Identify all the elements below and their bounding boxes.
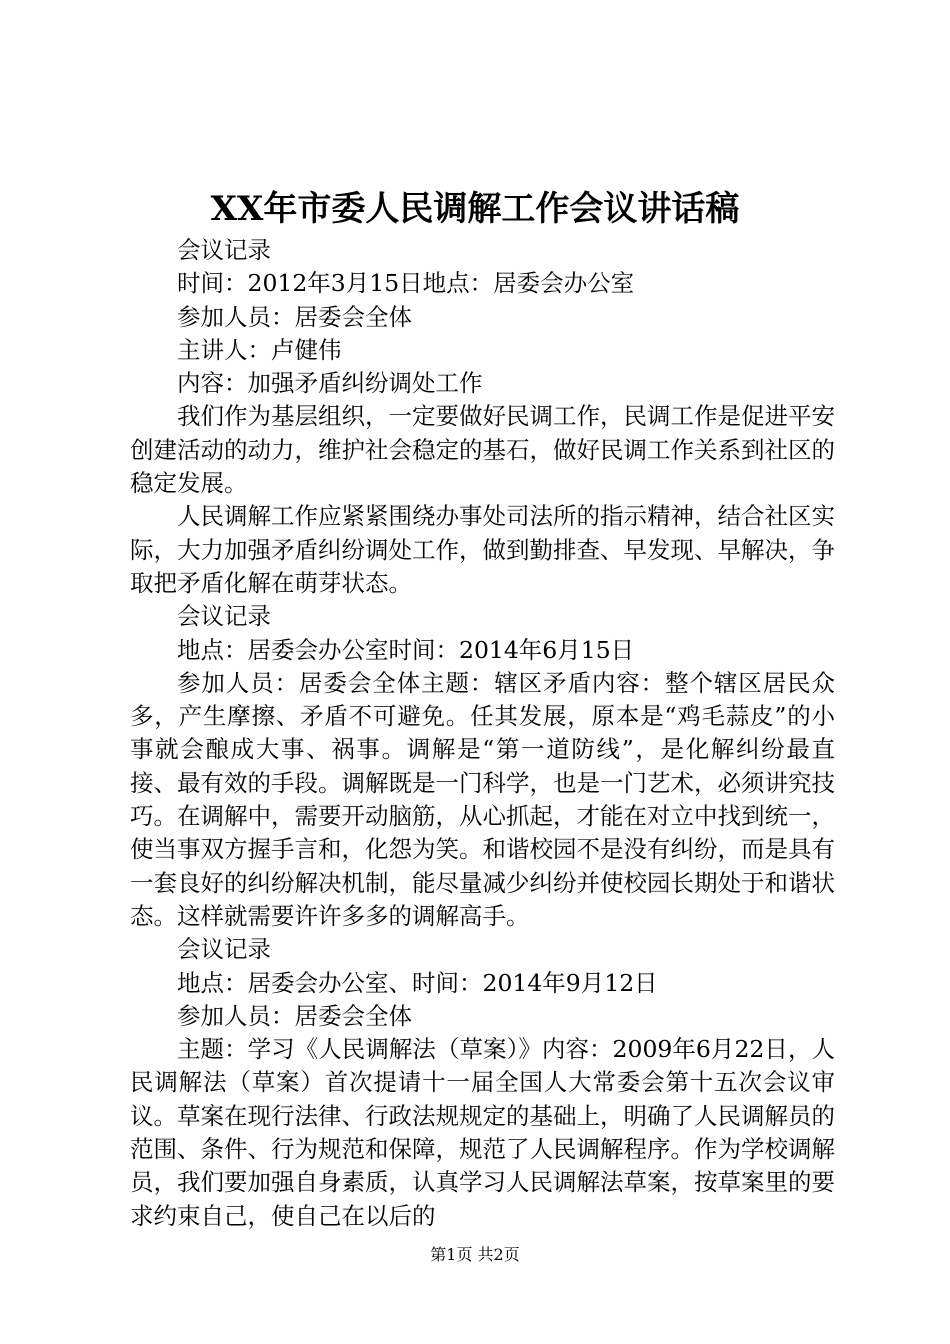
paragraph: 地点：居委会办公室时间：2014年6月15日 <box>177 635 635 664</box>
paragraph: 参加人员：居委会全体主题：辖区矛盾内容：整个辖区居民众多，产生摩擦、矛盾不可避免。任其发展，原本是“鸡毛蒜皮”的小事就会酿成大事、祸事。调解是“第一道防线”，是化解纠纷最直接、最有效的手段。调解既是一门科学，也是一门艺术，必须讲究技巧。在调解中，需要开动脑筋，从心抓起，才能在对立中找到统一，使当事双方握手言和，化怨为笑。和谐校园不是没有纠纷，而是具有一套良好的纠纷解决机制，能尽量减少纠纷并使校园长期处于和谐状态。这样就需要许许多多的调解高手。 <box>130 668 835 930</box>
paragraph: 会议记录 <box>177 602 271 631</box>
paragraph: 主题：学习《人民调解法（草案）》内容：2009年6月22日，人民调解法（草案）首次提请十一届全国人大常委会第十五次会议审议。草案在现行法律、行政法规规定的基础上，明确了人民调解员的范围、条件、行为规范和保障，规范了人民调解程序。作为学校调解员，我们要加强自身素质，认真学习人民调解法草案，按草案里的要求约束自己，使自己在以后的 <box>130 1035 835 1230</box>
page-footer: 第1页 共2页 <box>430 1245 520 1264</box>
paragraph: 人民调解工作应紧紧围绕办事处司法所的指示精神，结合社区实际，大力加强矛盾纠纷调处工作，做到勤排查、早发现、早解决，争取把矛盾化解在萌芽状态。 <box>130 502 835 597</box>
paragraph: 内容：加强矛盾纠纷调处工作 <box>177 369 483 398</box>
paragraph: 主讲人：卢健伟 <box>177 335 342 364</box>
paragraph: 我们作为基层组织，一定要做好民调工作，民调工作是促进平安创建活动的动力，维护社会稳定的基石，做好民调工作关系到社区的稳定发展。 <box>130 402 835 498</box>
paragraph: 会议记录 <box>177 935 271 964</box>
paragraph: 参加人员：居委会全体 <box>177 1001 412 1030</box>
paragraph: 地点：居委会办公室、时间：2014年9月12日 <box>177 968 658 997</box>
paragraph: 参加人员：居委会全体 <box>177 302 412 331</box>
paragraph: 会议记录 <box>177 236 271 264</box>
document-body <box>130 234 835 1233</box>
document-title: XX年市委人民调解工作会议讲话稿 <box>210 189 740 229</box>
paragraph: 时间：2012年3月15日地点：居委会办公室 <box>177 269 635 298</box>
